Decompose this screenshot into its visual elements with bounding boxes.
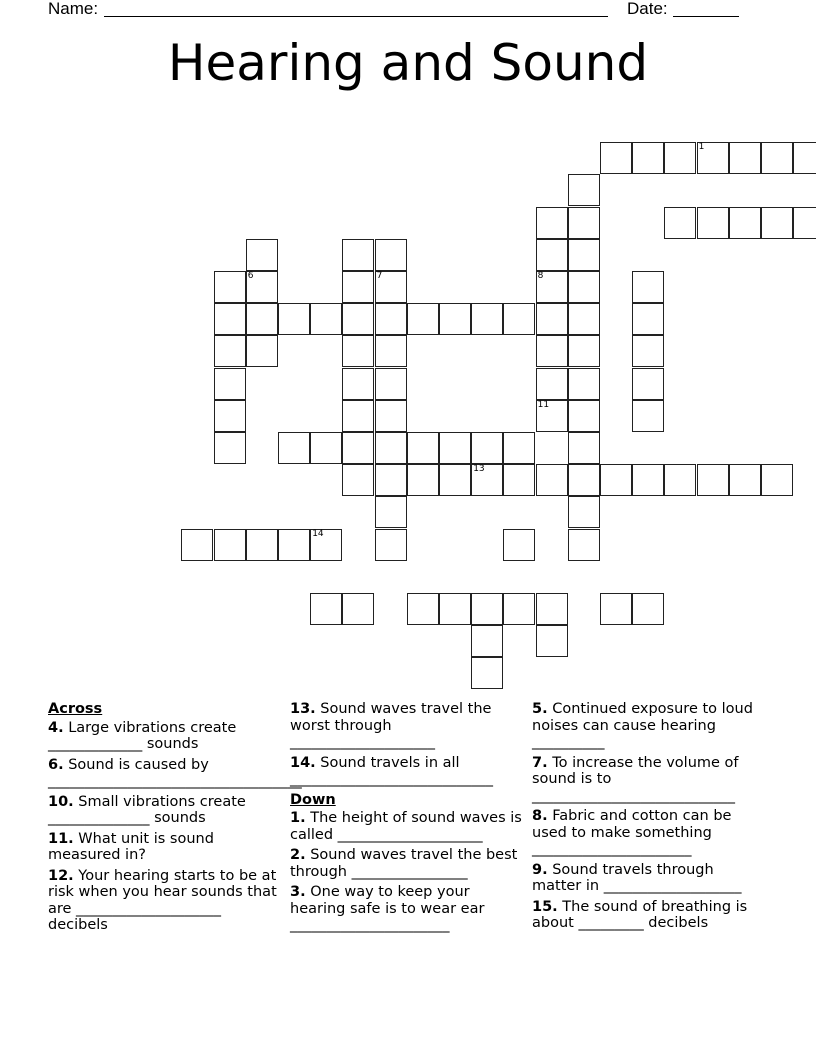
grid-cell[interactable] <box>246 271 278 303</box>
grid-cell[interactable] <box>568 496 600 528</box>
grid-cell[interactable] <box>342 303 374 335</box>
clue-item-text: What unit is sound measured in? <box>48 830 214 863</box>
grid-cell[interactable] <box>375 368 407 400</box>
clue-number: 6 <box>247 271 254 281</box>
clue-item-text: The sound of breathing is about _________ decibels <box>532 898 748 931</box>
clue-item <box>532 899 764 932</box>
grid-cell[interactable] <box>536 207 568 239</box>
clue-item-text: Sound waves travel the best through ________________ <box>290 847 518 880</box>
grid-cell[interactable] <box>536 335 568 367</box>
clue-item <box>290 755 522 788</box>
grid-cell[interactable] <box>568 239 600 271</box>
grid-cell[interactable] <box>600 142 632 174</box>
grid-cell[interactable] <box>375 239 407 271</box>
across-clue-list <box>48 719 302 934</box>
grid-cell[interactable] <box>632 368 664 400</box>
across-heading: Across <box>48 701 103 717</box>
grid-cell[interactable] <box>342 239 374 271</box>
grid-cell[interactable] <box>278 303 310 335</box>
grid-cell[interactable] <box>600 464 632 496</box>
clues-column-3 <box>532 701 764 936</box>
clue-item <box>48 868 280 934</box>
clue-item-text: Large vibrations create _____________ sounds <box>48 719 237 752</box>
grid-cell[interactable] <box>729 464 761 496</box>
clue-item-number: 12. <box>48 867 74 884</box>
grid-cell[interactable] <box>214 303 246 335</box>
grid-cell[interactable] <box>471 625 503 657</box>
grid-cell[interactable] <box>342 335 374 367</box>
clues-column-2 <box>290 701 522 938</box>
grid-cell[interactable] <box>632 335 664 367</box>
grid-cell[interactable] <box>246 303 278 335</box>
clues-column-1 <box>48 701 302 938</box>
clue-item-number: 3. <box>290 884 306 900</box>
grid-cell[interactable] <box>793 142 816 174</box>
clue-item-text: Fabric and cotton can be used to make something ______________________ <box>532 808 732 857</box>
grid-cell[interactable] <box>310 303 342 335</box>
grid-cell[interactable] <box>278 432 310 464</box>
clue-item <box>290 884 522 934</box>
grid-cell[interactable] <box>246 239 278 271</box>
grid-cell[interactable] <box>214 432 246 464</box>
grid-cell[interactable] <box>407 303 439 335</box>
grid-cell[interactable] <box>568 432 600 464</box>
grid-cell[interactable] <box>568 400 600 432</box>
clue-item-number: 8. <box>532 808 548 824</box>
grid-cell[interactable] <box>632 400 664 432</box>
clue-number: 7 <box>376 271 383 281</box>
grid-cell[interactable] <box>471 464 503 496</box>
clue-item <box>290 701 522 751</box>
grid-cell[interactable] <box>471 593 503 625</box>
clue-item-number: 15. <box>532 898 558 915</box>
grid-cell[interactable] <box>761 464 793 496</box>
grid-cell[interactable] <box>632 464 664 496</box>
grid-cell[interactable] <box>471 657 503 689</box>
grid-cell[interactable] <box>536 593 568 625</box>
grid-cell[interactable] <box>439 432 471 464</box>
grid-cell[interactable] <box>439 464 471 496</box>
grid-cell[interactable] <box>697 207 729 239</box>
grid-cell[interactable] <box>407 432 439 464</box>
grid-cell[interactable] <box>536 271 568 303</box>
grid-cell[interactable] <box>536 400 568 432</box>
grid-cell[interactable] <box>697 464 729 496</box>
grid-cell[interactable] <box>503 303 535 335</box>
clue-item-text: Sound travels through matter in ___________________ <box>532 861 742 894</box>
grid-cell[interactable] <box>568 335 600 367</box>
clue-item-number: 9. <box>532 861 548 878</box>
grid-cell[interactable] <box>246 335 278 367</box>
clue-item-text: Sound waves travel the worst through ____________________ <box>290 701 492 750</box>
grid-cell[interactable] <box>632 271 664 303</box>
clue-number: 11 <box>537 399 550 410</box>
grid-cell[interactable] <box>439 593 471 625</box>
grid-cell[interactable] <box>214 400 246 432</box>
grid-cell[interactable] <box>729 142 761 174</box>
grid-cell[interactable] <box>632 593 664 625</box>
down-clue-list <box>290 810 522 934</box>
grid-cell[interactable] <box>471 303 503 335</box>
grid-cell[interactable] <box>342 432 374 464</box>
grid-cell[interactable] <box>568 529 600 561</box>
clue-item <box>532 755 764 805</box>
clue-item-text: Sound travels in all ____________________________ <box>290 754 493 787</box>
clue-item <box>290 810 522 843</box>
clue-item-number: 1. <box>290 810 306 826</box>
name-label: Name: <box>48 0 99 18</box>
date-label: Date: <box>627 0 668 18</box>
clue-item <box>48 720 280 753</box>
grid-cell[interactable] <box>793 207 816 239</box>
down-clue-list-continued <box>532 701 764 932</box>
grid-cell[interactable] <box>664 142 696 174</box>
clue-item-text: One way to keep your hearing safe is to wear ear ______________________ <box>290 884 485 933</box>
across-clue-list-continued <box>290 701 522 788</box>
clue-item-number: 5. <box>532 701 548 717</box>
grid-cell[interactable] <box>632 303 664 335</box>
grid-cell[interactable] <box>600 593 632 625</box>
clue-item-number: 13. <box>290 701 316 717</box>
grid-cell[interactable] <box>729 207 761 239</box>
clue-item <box>532 701 764 751</box>
grid-cell[interactable] <box>536 368 568 400</box>
clue-item-number: 2. <box>290 847 306 863</box>
grid-cell[interactable] <box>375 432 407 464</box>
down-heading: Down <box>290 791 336 808</box>
grid-cell[interactable] <box>536 239 568 271</box>
grid-cell[interactable] <box>214 368 246 400</box>
grid-cell[interactable] <box>568 464 600 496</box>
grid-cell[interactable] <box>697 142 729 174</box>
clue-item-text: To increase the volume of sound is to ____________________________ <box>532 754 739 804</box>
clue-item-number: 10. <box>48 793 74 810</box>
clue-item <box>48 756 302 790</box>
clue-item-text: The height of sound waves is called ____________________ <box>290 810 522 843</box>
grid-cell[interactable] <box>664 464 696 496</box>
clue-number: 13 <box>473 464 485 475</box>
grid-cell[interactable] <box>536 625 568 657</box>
grid-cell[interactable] <box>342 400 374 432</box>
grid-cell[interactable] <box>407 593 439 625</box>
grid-cell[interactable] <box>536 303 568 335</box>
grid-cell[interactable] <box>503 529 535 561</box>
grid-cell[interactable] <box>664 207 696 239</box>
grid-cell[interactable] <box>375 303 407 335</box>
clue-item-number: 4. <box>48 719 64 736</box>
grid-cell[interactable] <box>503 432 535 464</box>
grid-cell[interactable] <box>214 529 246 561</box>
grid-cell[interactable] <box>310 529 342 561</box>
grid-cell[interactable] <box>278 529 310 561</box>
clue-item <box>532 862 764 895</box>
grid-cell[interactable] <box>503 593 535 625</box>
clue-item-text: Sound is caused by ___________________________________ <box>48 756 302 789</box>
grid-cell[interactable] <box>568 271 600 303</box>
grid-cell[interactable] <box>310 432 342 464</box>
grid-cell[interactable] <box>568 303 600 335</box>
grid-cell[interactable] <box>181 529 213 561</box>
clue-item <box>48 831 280 864</box>
grid-cell[interactable] <box>536 464 568 496</box>
grid-cell[interactable] <box>568 207 600 239</box>
grid-cell[interactable] <box>407 464 439 496</box>
grid-cell[interactable] <box>375 271 407 303</box>
clue-item-number: 14. <box>290 754 316 771</box>
grid-cell[interactable] <box>214 335 246 367</box>
grid-cell[interactable] <box>375 529 407 561</box>
grid-cell[interactable] <box>503 464 535 496</box>
grid-cell[interactable] <box>471 432 503 464</box>
grid-cell[interactable] <box>375 464 407 496</box>
grid-cell[interactable] <box>342 271 374 303</box>
clue-item-number: 6. <box>48 756 64 773</box>
grid-cell[interactable] <box>568 174 600 206</box>
clue-item-number: 11. <box>48 830 74 847</box>
grid-cell[interactable] <box>632 142 664 174</box>
clue-item-text: Your hearing starts to be at risk when you hear sounds that are ____________________ decibels <box>48 867 277 933</box>
clue-number: 8 <box>537 271 544 281</box>
grid-cell[interactable] <box>310 593 342 625</box>
grid-cell[interactable] <box>246 529 278 561</box>
clue-number: 1 <box>698 142 705 153</box>
clue-item <box>532 808 764 858</box>
grid-cell[interactable] <box>214 271 246 303</box>
grid-cell[interactable] <box>342 464 374 496</box>
grid-cell[interactable] <box>375 335 407 367</box>
clue-item-text: Small vibrations create ______________ sounds <box>48 793 246 826</box>
clue-item <box>290 847 522 880</box>
grid-cell[interactable] <box>342 593 374 625</box>
grid-cell[interactable] <box>439 303 471 335</box>
grid-cell[interactable] <box>375 496 407 528</box>
grid-cell[interactable] <box>568 368 600 400</box>
page-title: Hearing and Sound <box>167 34 649 92</box>
clue-number: 14 <box>312 528 324 539</box>
grid-cell[interactable] <box>375 400 407 432</box>
clue-item <box>48 794 280 827</box>
grid-cell[interactable] <box>761 207 793 239</box>
grid-cell[interactable] <box>761 142 793 174</box>
clue-item-text: Continued exposure to loud noises can cause hearing __________ <box>532 701 753 750</box>
clue-item-number: 7. <box>532 754 548 771</box>
grid-cell[interactable] <box>342 368 374 400</box>
